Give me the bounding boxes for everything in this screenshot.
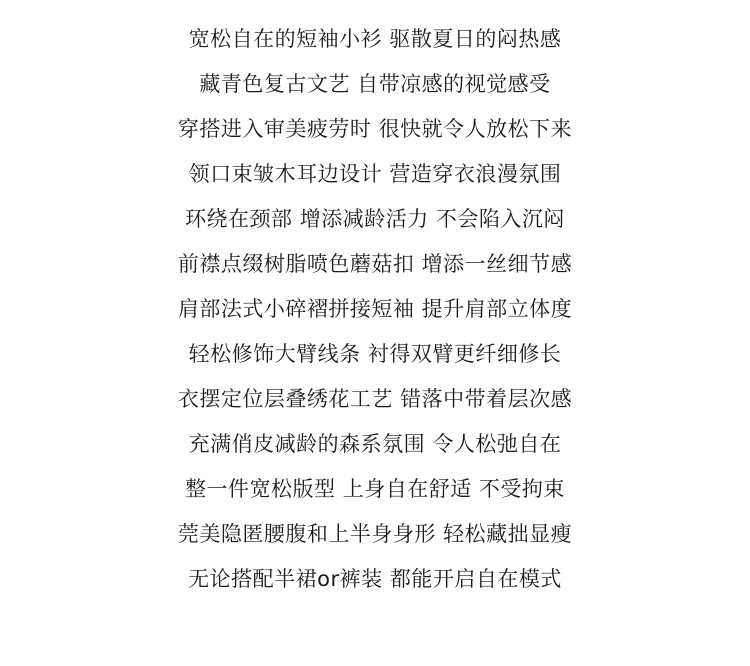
description-line: 衣摆定位层叠绣花工艺 错落中带着层次感 (177, 387, 573, 411)
description-line: 宽松自在的短袖小衫 驱散夏日的闷热感 (188, 27, 562, 51)
description-line: 环绕在颈部 增添减龄活力 不会陷入沉闷 (185, 207, 565, 231)
product-description (0, 17, 750, 602)
description-line: 莞美隐匿腰腹和上半身身形 轻松藏拙显瘦 (177, 522, 573, 546)
description-line: 充满俏皮减龄的森系氛围 令人松弛自在 (188, 432, 562, 456)
description-line: 轻松修饰大臂线条 衬得双臂更纤细修长 (188, 342, 562, 366)
description-line: 整一件宽松版型 上身自在舒适 不受拘束 (185, 477, 565, 501)
description-line: 前襟点缀树脂喷色蘑菇扣 增添一丝细节感 (177, 252, 573, 276)
description-line: 藏青色复古文艺 自带凉感的视觉感受 (199, 72, 551, 96)
description-line: 穿搭进入审美疲劳时 很快就令人放松下来 (177, 117, 573, 141)
description-line: 肩部法式小碎褶拼接短袖 提升肩部立体度 (177, 297, 573, 321)
description-line: 领口束皱木耳边设计 营造穿衣浪漫氛围 (188, 162, 562, 186)
description-line: 无论搭配半裙or裤装 都能开启自在模式 (188, 567, 562, 591)
